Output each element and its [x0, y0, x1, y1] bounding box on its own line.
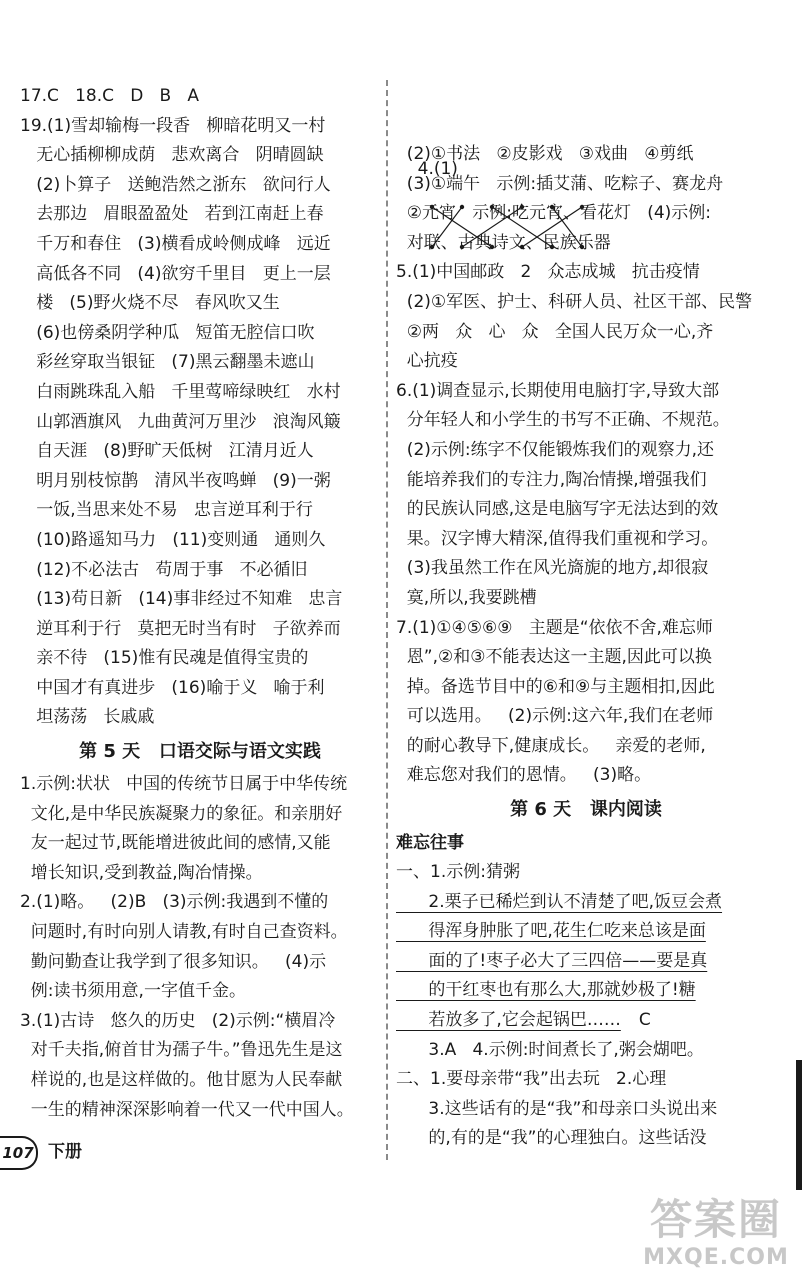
- text-line: 文化,是中华民族凝聚力的象征。和亲朋好: [20, 803, 343, 824]
- text-line: 果。汉字博大精深,值得我们重视和学习。: [396, 528, 719, 549]
- text-line: 分年轻人和小学生的书写不正确、不规范。: [396, 410, 730, 431]
- text-line: (2)示例:练字不仅能锻炼我们的观察力,还: [396, 439, 715, 460]
- watermark-url: MXQE.COM: [643, 1245, 789, 1270]
- text-line: 2.(1)略。 (2)B (3)示例:我遇到不懂的: [20, 892, 329, 913]
- section-title-day5: 第 5 天 口语交际与语文实践: [79, 741, 321, 763]
- answer-c: C: [638, 1010, 651, 1031]
- text-line: 5.(1)中国邮政 2 众志成城 抗击疫情: [396, 262, 700, 283]
- text-line: 的耐心教导下,健康成长。 亲爱的老师,: [396, 735, 706, 756]
- page-number: 107: [0, 1136, 38, 1170]
- underlined-line-last: [396, 1006, 776, 1036]
- text-line: 勤问勤查让我学到了很多知识。 (4)示: [20, 951, 327, 972]
- underlined-line: 面的了!枣子必大了三四倍——要是真: [396, 950, 708, 971]
- text-line: 高低各不同 (4)欲穷千里目 更上一层: [20, 263, 331, 284]
- left-column: [20, 82, 380, 1125]
- text-line: ②元宵 示例:吃元宵、看花灯 (4)示例:: [396, 203, 712, 224]
- text-line: 例:读书须用意,一字值千金。: [20, 981, 246, 1002]
- day6-part1: [396, 858, 776, 1065]
- text-line: 7.(1)①④⑤⑥⑨ 主题是“依依不舍,难忘师: [396, 617, 713, 638]
- q4-7-answers: [396, 140, 776, 791]
- text-line: 对联、古典诗文、民族乐器: [396, 232, 611, 253]
- watermark-logo: [636, 1196, 796, 1276]
- text-line: 增长知识,受到教益,陶冶情操。: [20, 862, 263, 883]
- text-line: (3)①端午 示例:插艾蒲、吃粽子、赛龙舟: [396, 173, 724, 194]
- text-line: 难忘您对我们的恩情。 (3)略。: [396, 765, 652, 786]
- text-line: (2)①军医、护士、科研人员、社区干部、民警: [396, 291, 753, 312]
- text-line: 彩丝穿取当银钲 (7)黑云翻墨未遮山: [20, 352, 315, 373]
- subsection-title: 难忘往事: [396, 833, 464, 854]
- text-line: 1.示例:状状 中国的传统节日属于中华传统: [20, 774, 348, 795]
- text-line: 坦荡荡 长戚戚: [20, 707, 155, 728]
- text-line: 亲不待 (15)惟有民魂是值得宝贵的: [20, 648, 309, 669]
- text-line: 3.这些话有的是“我”和母亲口头说出来: [396, 1098, 718, 1119]
- text-line: (10)路遥知马力 (11)变则通 通则久: [20, 529, 326, 550]
- page-footer: [0, 1136, 200, 1170]
- text-line: 二、1.要母亲带“我”出去玩 2.心理: [396, 1069, 667, 1090]
- text-line: 友一起过节,既能增进彼此间的感情,又能: [20, 833, 331, 854]
- text-line: 3.(1)古诗 悠久的历史 (2)示例:“横眉冷: [20, 1010, 336, 1031]
- text-line: 对千夫指,俯首甘为孺子牛。”鲁迅先生是这: [20, 1040, 343, 1061]
- text-line: 的,有的是“我”的心理独白。这些话没: [396, 1128, 707, 1149]
- text-line: 去那边 眉眼盈盈处 若到江南赶上春: [20, 204, 324, 225]
- volume-label: 下册: [48, 1142, 82, 1162]
- text-line: 自天涯 (8)野旷天低树 江清月近人: [20, 441, 314, 462]
- text-line: 中国才有真进步 (16)喻于义 喻于利: [20, 677, 325, 698]
- text-line: 一、1.示例:猜粥: [396, 862, 520, 883]
- underlined-quote: [396, 888, 776, 1036]
- text-line: 17.C 18.C D B A: [20, 86, 200, 106]
- text-line: 样说的,也是这样做的。他甘愿为人民奉献: [20, 1070, 343, 1090]
- column-divider: [386, 80, 388, 1160]
- q17-19-answers: [20, 82, 380, 733]
- text-line: (6)也傍桑阴学种瓜 短笛无腔信口吹: [20, 322, 315, 343]
- text-line: (13)苟日新 (14)事非经过不知难 忠言: [20, 589, 343, 610]
- text-line: 千万和春住 (3)横看成岭侧成峰 远近: [20, 233, 331, 254]
- day5-answers: [20, 770, 380, 1125]
- text-line: 掉。备选节目中的⑥和⑨与主题相扣,因此: [396, 676, 715, 697]
- day6-part2: [396, 1065, 776, 1154]
- right-column: [396, 82, 776, 1154]
- edge-bar: [796, 1060, 802, 1190]
- text-line: (12)不必法古 苟周于事 不必循旧: [20, 559, 308, 580]
- underlined-line: 2.栗子已稀烂到认不清楚了吧,饭豆会煮: [396, 891, 723, 912]
- underlined-line: 得浑身肿胀了吧,花生仁吃来总该是面: [396, 921, 706, 942]
- text-line: 能培养我们的专注力,陶冶情操,增强我们: [396, 469, 707, 490]
- text-line: 一饭,当思来处不易 忠言逆耳利于行: [20, 500, 313, 521]
- underlined-text: 若放多了,它会起锅巴……: [396, 1010, 621, 1031]
- text-line: (2)卜算子 送鲍浩然之浙东 欲问行人: [20, 174, 331, 195]
- text-line: 明月别枝惊鹊 清风半夜鸣蝉 (9)一粥: [20, 470, 331, 491]
- text-line: 寞,所以,我要跳槽: [396, 587, 537, 608]
- text-line: 恩”,②和③不能表达这一主题,因此可以换: [396, 647, 712, 668]
- text-line: 的民族认同感,这是电脑写字无法达到的效: [396, 499, 719, 520]
- q4-label: 4.(1): [417, 159, 458, 179]
- watermark-chars: 答案圈: [649, 1195, 782, 1244]
- text-line: 19.(1)雪却输梅一段香 柳暗花明又一村: [20, 115, 326, 136]
- text-line: (2)①书法 ②皮影戏 ③戏曲 ④剪纸: [396, 144, 694, 164]
- text-line: 3.A 4.示例:时间煮长了,粥会煳吧。: [396, 1039, 704, 1060]
- text-line: 心抗疫: [396, 351, 458, 372]
- text-line: 一生的精神深深影响着一代又一代中国人。: [20, 1099, 354, 1120]
- text-line: 山郭酒旗风 九曲黄河万里沙 浪淘风簸: [20, 411, 341, 432]
- underlined-line: 的干红枣也有那么大,那就妙极了!糖: [396, 980, 696, 1001]
- text-line: 白雨跳珠乱入船 千里莺啼绿映红 水村: [20, 381, 341, 402]
- text-line: 6.(1)调查显示,长期使用电脑打字,导致大部: [396, 380, 720, 401]
- text-line: 无心插柳柳成荫 悲欢离合 阴晴圆缺: [20, 145, 324, 166]
- text-line: (3)我虽然工作在风光旖旎的地方,却很寂: [396, 558, 709, 579]
- text-line: ②两 众 心 众 全国人民万众一心,齐: [396, 321, 714, 342]
- text-line: 可以选用。 (2)示例:这六年,我们在老师: [396, 706, 714, 727]
- text-line: 问题时,有时向别人请教,有时自己查资料。: [20, 922, 348, 943]
- text-line: 逆耳利于行 莫把无时当有时 子欲养而: [20, 618, 341, 639]
- text-line: 楼 (5)野火烧不尽 春风吹又生: [20, 293, 280, 314]
- section-title-day6: 第 6 天 课内阅读: [510, 799, 662, 821]
